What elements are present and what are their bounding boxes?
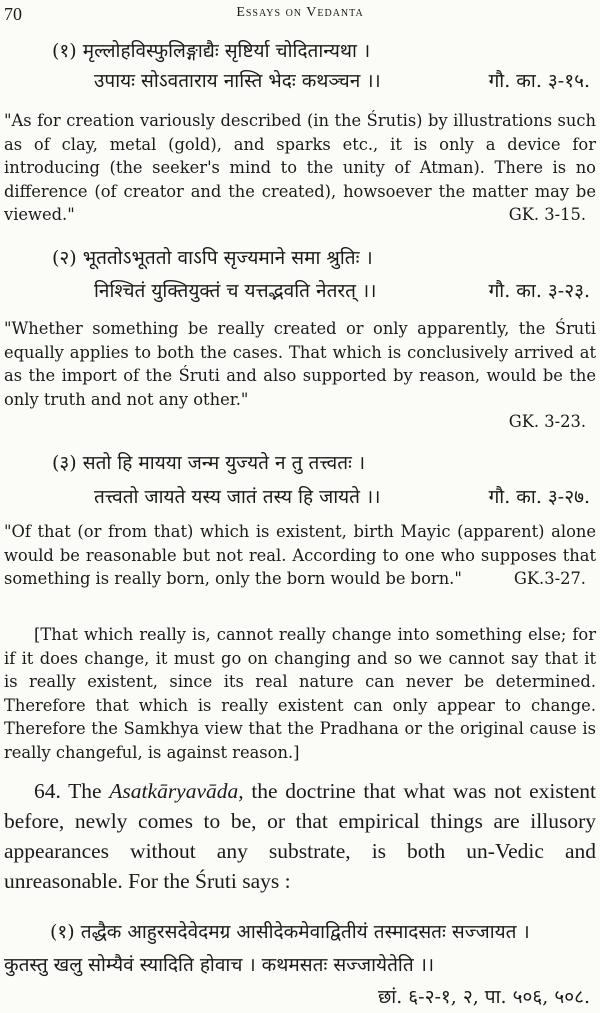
verse1-line1: (१) मृल्लोहविस्फुलिङ्गाद्यैः सृष्टिर्या चोदितान्यथा । xyxy=(52,40,371,62)
verse1-translation-text: "As for creation variously described (in the Śrutis) by illustrations such as of clay, metal (gold), and sparks etc., it is only a device for introducing (the seeker's mind to the unity of Atman). There is no difference (of creator and the created), howsoever the matter may be viewed." xyxy=(4,111,596,224)
verse3-line2 xyxy=(4,482,596,512)
bracket-note: [That which really is, cannot really change into something else; for if it does change, it must go on changing and so we cannot say that it is really existent, since its real nature can never be determined. Therefore that which is really existent can only appear to change. Therefore the Samkhya view that the Pradhana or the original cause is really changeful, is against reason.] xyxy=(4,625,596,762)
verse3-translation-ref: GK.3-27. xyxy=(513,569,586,588)
verse3-line2-text: तत्त्वतो जायते यस्य जातं तस्य हि जायते ।। xyxy=(94,486,381,508)
verse4-line1: (१) तद्धैक आहुरसदेवेदमग्र आसीदेकमेवाद्वितीयं तस्मादसतः सज्जायत । xyxy=(50,921,530,943)
verse1-translation xyxy=(4,109,596,227)
paragraph-64 xyxy=(4,776,596,896)
verse2-line1: (२) भूततोऽभूततो वाऽपि सृज्यमाने समा श्रुतिः । xyxy=(52,247,373,269)
verse3-translation-text: "Of that (or from that) which is existent, birth Mayic (apparent) alone would be reasonable but not real. According to one who supposes that something is really born, only the born would be born." xyxy=(4,522,596,588)
verse3-reference: गौ. का. ३-२७. xyxy=(488,486,590,508)
paragraph-64-term: Asatkāryavāda, xyxy=(109,779,244,803)
verse1-line2 xyxy=(4,66,596,96)
verse2-line2 xyxy=(4,276,596,306)
verse4-line2: कुतस्तु खलु सोम्यैवं स्यादिति होवाच । कथमसतः सज्जायेतेति ।। xyxy=(4,954,435,976)
verse2-reference: गौ. का. ३-२३. xyxy=(488,280,590,302)
paragraph-64-text: the doctrine that what was not existent before, newly comes to be, or that empirical things are illusory appearances without any substrate, is both un-Vedic and unreasonable. For the Śruti says : xyxy=(4,779,596,893)
verse1-line2-text: उपायः सोऽवताराय नास्ति भेदः कथञ्चन ।। xyxy=(94,70,381,92)
page-header xyxy=(4,4,596,26)
verse1-translation-ref: GK. 3-15. xyxy=(508,205,586,224)
verse4-reference: छां. ६-२-१, २, पा. ५०६, ५०८. xyxy=(377,986,590,1008)
page-number: 70 xyxy=(4,4,22,24)
paragraph-64-number: 64. The xyxy=(34,779,110,803)
verse2-translation-ref: GK. 3-23. xyxy=(508,412,586,431)
verse3-line1: (३) सतो हि मायया जन्म युज्यते न तु तत्त्वतः । xyxy=(52,452,366,474)
running-title: Essays on Vedanta xyxy=(236,5,364,20)
verse3-translation xyxy=(4,520,596,591)
verse2-line2-text: निश्चितं युक्तियुक्तं च यत्तद्भवति नेतरत् ।। xyxy=(94,280,377,302)
verse1-reference: गौ. का. ३-१५. xyxy=(488,70,590,92)
verse2-translation: "Whether something be really created or only apparently, the Śruti equally applies to both the cases. That which is conclusively arrived at as the import of the Śruti and also supported by reason, would be the only truth and not any other." xyxy=(4,319,596,409)
